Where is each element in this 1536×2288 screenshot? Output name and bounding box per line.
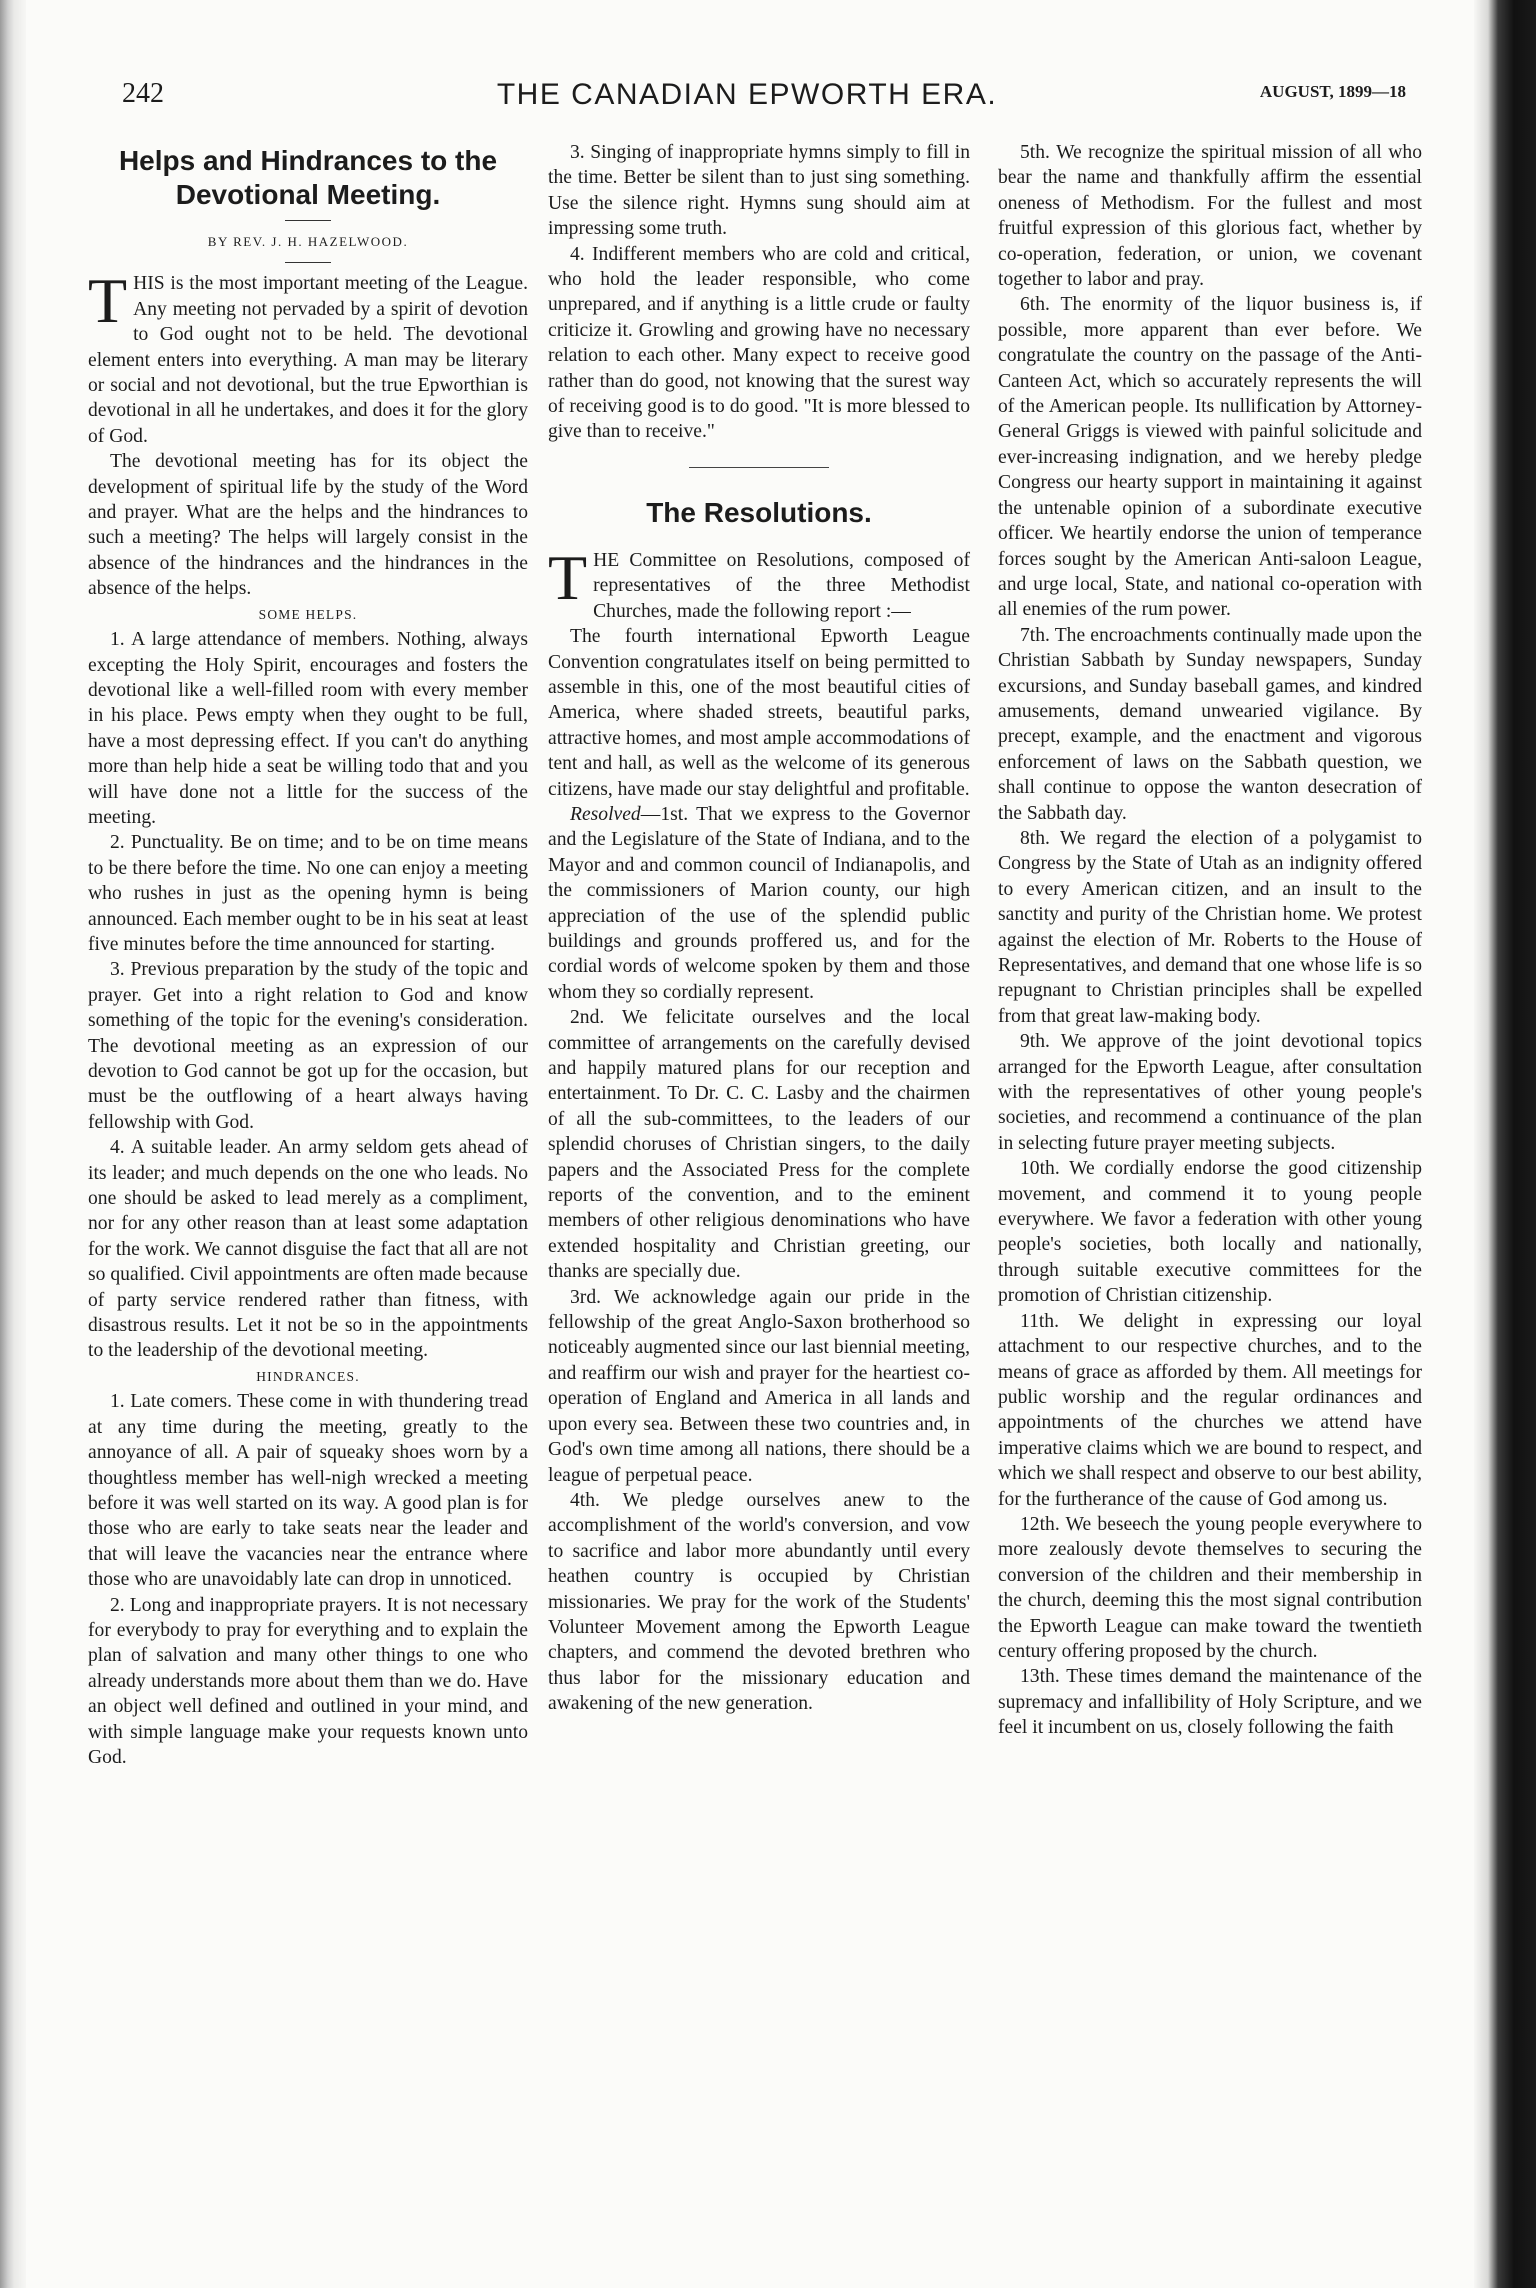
drop-cap: T [88, 265, 128, 337]
issue-date: AUGUST, 1899—18 [1259, 82, 1406, 101]
resolution-item: 3rd. We acknowledge again our pride in the fellowship of the great Anglo-Saxon brotherhood so noticeably augmented since our last biennial meeting, and reaffirm our wish and prayer for the heartiest co-operation of England and America in all lands and upon every sea. Between these two countries and, in God's own time among all nations, there should be a league of perpetual peace. [548, 1286, 970, 1486]
resolution-item: 7th. The encroachments continually made upon the Christian Sabbath by Sunday newspapers, Sunday excursions, and Sunday baseball games, and kindred amusements, demand unwearied vigilance. By precept, example, and the enactment and vigorous enforcement of laws on the Sabbath question, we shall continue to oppose the wanton desecration of the Sabbath day. [998, 624, 1422, 824]
title-rule [285, 220, 331, 221]
help-item: 1. A large attendance of members. Nothing, always excepting the Holy Spirit, encourages and fosters the devotional like a well-filled room with every member in his place. Pews empty when they ought to be full, have a most depressing effect. If you can't do anything more than help hide a seat be willing todo that and you will have done not a little for the success of the meeting. [88, 629, 528, 828]
resolution-item: 2nd. We felicitate ourselves and the local committee of arrangements on the carefully devised and happily matured plans for our reception and entertainment. To Dr. C. C. Lasby and the chairmen of all the sub-committees, to the leaders of our splendid choruses of Christian singers, to the daily papers and the Associated Press for the complete reports of the convention, and to the eminent members of other religious denominations who have extended hospitality and Christian greeting, our thanks are specially due. [548, 1007, 970, 1283]
article-title: Helps and Hindrances to the Devotional Meeting. [118, 145, 498, 210]
hindrance-item: 3. Singing of inappropriate hymns simply to fill in the time. Better be silent than to just sing something. Use the silence right. Hymns sung should aim at impressing some truth. [548, 142, 970, 240]
section-heading-helps: SOME HELPS. [258, 606, 358, 622]
byline: BY REV. J. H. HAZELWOOD. [207, 234, 409, 249]
resolution-item: 4th. We pledge ourselves anew to the accomplishment of the world's conversion, and vow to sacrifice and labor more abundantly until every heathen country is occupied by Christian missionaries. We pray for the work of the Students' Volunteer Movement among the Epworth League chapters, and commend the devoted brethren who thus labor for the missionary education and awakening of the new generation. [548, 1489, 970, 1715]
resolution-item: 9th. We approve of the joint devotional topics arranged for the Epworth League, after consultation with the representatives of other young people's societies, and recommend a continuance of the plan in selecting future prayer meeting subjects. [998, 1031, 1422, 1154]
help-item: 2. Punctuality. Be on time; and to be on time means to be there before the time. No one can enjoy a meeting who rushes in just as the opening hymn is being announced. Each member ought to be in his seat at least five minutes before the time announced for starting. [88, 832, 528, 955]
resolution-text: —1st. That we express to the Governor and the Legislature of the State of Indiana, and to the Mayor and and common council of Indianapolis, and the commissioners of Marion county, our high appreciation of the use of the splendid public buildings and grounds proffered us, and for the cordial words of welcome spoken by them and those whom they so cordially represent. [548, 803, 970, 1003]
intro-text: HE Committee on Resolutions, composed of representatives of the three Methodist Churches, made the following report :— [593, 549, 970, 622]
column-1 [88, 140, 528, 1770]
drop-cap: T [548, 541, 588, 613]
publication-title: THE CANADIAN EPWORTH ERA. [496, 78, 998, 111]
resolution-item: 5th. We recognize the spiritual mission of all who bear the name and thankfully affirm the essential oneness of Methodism. For the fullest and most fruitful expression of this glorious fact, whether by co-operation, federation, or union, we covenant together to labor and pray. [998, 142, 1422, 291]
resolution-item: 6th. The enormity of the liquor business is, if possible, more apparent than ever before. We congratulate the country on the passage of the Anti-Canteen Act, which so accurately represents the will of the American people. Its nullification by Attorney-General Griggs is viewed with painful solicitude and ever-increasing indignation, and we hereby pledge Congress our hearty support in maintaining it against the untenable opinion of a subordinate executive officer. We heartily endorse the union of temperance forces sought by the American Anti-saloon League, and urge local, State, and national co-operation with all enemies of the rum power. [998, 294, 1422, 621]
article-divider [689, 467, 829, 468]
resolution-item: 13th. These times demand the maintenance of the supremacy and infallibility of Holy Scripture, and we feel it incumbent on us, closely following the faith [998, 1666, 1422, 1739]
help-item: 3. Previous preparation by the study of the topic and prayer. Get into a right relation to God and know something of the topic for the evening's consideration. The devotional meeting as an expression of our devotion to God cannot be got up for the occasion, but must be the outflowing of a heart always having fellowship with God. [88, 959, 528, 1133]
resolved-label: Resolved [570, 803, 641, 825]
resolution-item: 12th. We beseech the young people everywhere to more zealously devote themselves to securing the conversion of the children and their membership in the church, deeming this the most signal contribution the Epworth League can make toward the twentieth century offering proposed by the church. [998, 1513, 1422, 1662]
hindrance-item: 1. Late comers. These come in with thundering tread at any time during the meeting, greatly to the annoyance of all. A pair of squeaky shoes worn by a thoughtless member has well-nigh wrecked a meeting before it was well started on its way. A good plan is for those who are early to take seats near the leader and that will leave the vacancies near the entrance where those who are unavoidably late can drop in unnoticed. [88, 1391, 528, 1591]
section-heading-hindrances: HINDRANCES. [256, 1368, 360, 1384]
resolution-item [548, 802, 970, 1005]
resolution-item: 8th. We regard the election of a polygamist to Congress by the State of Utah as an indignity offered to every American citizen, and an insult to the sanctity and purity of the Christian home. We protest against the election of Mr. Roberts to the House of Representatives, and demand that one whose life is so repugnant to Christian principles shall be expelled from that great law-making body. [998, 827, 1422, 1027]
page-edge-right [1474, 0, 1536, 2288]
intro-paragraph [88, 265, 528, 449]
hindrance-item: 4. Indifferent members who are cold and critical, who hold the leader responsible, who come unprepared, and if anything is a little crude or faulty criticize it. Growling and growing have no necessary relation to each other. Many expect to receive good rather than do good, not knowing that the surest way of receiving good is to do good. "It is more blessed to give than to receive." [548, 243, 970, 443]
column-2 [548, 140, 970, 1717]
byline-rule [285, 262, 331, 263]
column-3 [998, 140, 1422, 1741]
intro-text: HIS is the most important meeting of the League. Any meeting not pervaded by a spirit of devotion to God ought not to be held. The devotional element enters into everything. A man may be literary or social and not devotional, but the true Epworthian is devotional in all he undertakes, and does it for the glory of God. [88, 273, 528, 447]
paragraph: The fourth international Epworth League Convention congratulates itself on being permitted to assemble in this, one of the most beautiful cities of America, where shaded streets, beautiful parks, attractive homes, and most ample accommodations of tent and hall, as well as the welcome of its generous citizens, have made our stay delightful and profitable. [548, 626, 970, 800]
page-number: 242 [122, 78, 164, 109]
resolution-item: 11th. We delight in expressing our loyal attachment to our respective churches, and to the means of grace as afforded by them. All meetings for public worship and the regular ordinances and appointments of the churches we attend have imperative claims which we are bound to respect, and which we shall respect and observe to our best ability, for the furtherance of the cause of God among us. [998, 1310, 1422, 1510]
intro-paragraph [548, 541, 970, 624]
page-edge-left [0, 0, 26, 2288]
paragraph: The devotional meeting has for its object the development of spiritual life by the study of the Word and prayer. What are the helps and the hindrances to such a meeting? The helps will largely consist in the absence of the hindrances and the hindrances in the absence of the helps. [88, 451, 528, 600]
help-item: 4. A suitable leader. An army seldom gets ahead of its leader; and much depends on the one who leads. No one should be asked to lead merely as a compliment, nor for any other reason than at least some adaptation for the work. We cannot disguise the fact that all are not so qualified. Civil appointments are often made because of party service rendered rather than fitness, with disastrous results. Let it not be so in the appointments to the leadership of the devotional meeting. [88, 1137, 528, 1362]
article-title: The Resolutions. [646, 496, 872, 528]
hindrance-item: 2. Long and inappropriate prayers. It is not necessary for everybody to pray for everything and to explain the plan of salvation and many other things to one who already understands more about them than we do. Have an object well defined and outlined in your mind, and with simple language make your requests known unto God. [88, 1594, 528, 1768]
resolution-item: 10th. We cordially endorse the good citizenship movement, and commend it to young people everywhere. We favor a federation with other young people's societies, both locally and nationally, through suitable executive committees for the promotion of Christian citizenship. [998, 1158, 1422, 1307]
page-header [88, 78, 1406, 118]
